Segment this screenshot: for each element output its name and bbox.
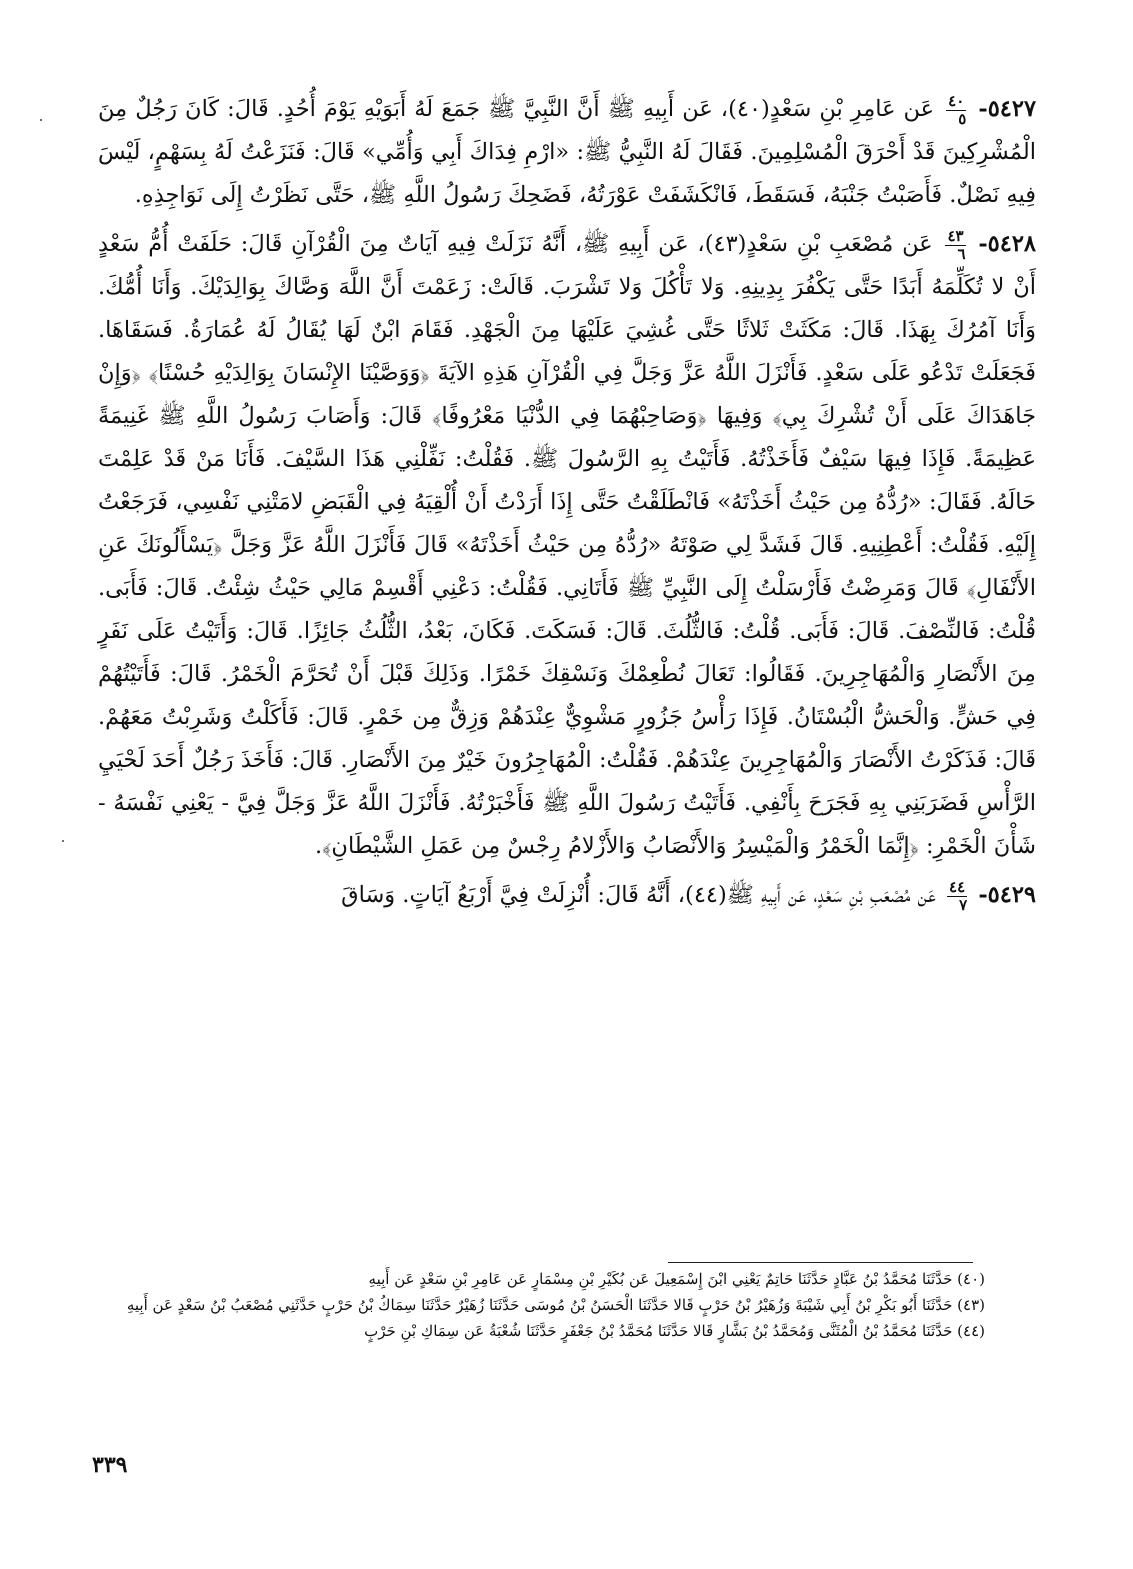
hadith-5429 (98, 874, 1036, 917)
footnote-43: (٤٣) حَدَّثَنَا أَبُو بَكْرِ بْنُ أَبِي شَيْبَةَ وَزُهَيْرُ بْنُ حَرْبٍ قَالا حَدَّثَنَا الْحَسَنُ بْنُ مُوسَى حَدَّثَنَا زُهَيْرٌ حَدَّثَنَا سِمَاكُ بْنُ حَرْبٍ حَدَّثَنِي مُصْعَبُ بْنُ سَعْدٍ عَن أَبِيهِ (126, 1296, 985, 1314)
sub-number-bottom: ٥ (958, 109, 967, 128)
hadith-sub-number (946, 91, 967, 128)
footnote-44: (٤٤) حَدَّثَنَا مُحَمَّدُ بْنُ الْمُثَنَّى وَمُحَمَّدُ بْنُ بَشَّارٍ قَالا حَدَّثَنَا مُحَمَّدُ بْنُ جَعْفَرٍ حَدَّثَنَا شُعْبَةُ عَن سِمَاكِ بْنِ حَرْبٍ (364, 1322, 985, 1340)
sub-number-top: ٤٤ (949, 877, 966, 896)
hadith-body (98, 88, 1036, 923)
margin-mark (40, 119, 42, 121)
footnotes (105, 1268, 985, 1346)
hadith-number: ٥٤٢٩- (978, 882, 1036, 908)
hadith-text: عَن مُصْعَبِ بْنِ سَعْدٍ، عَن أَبِيهِ ﷺ(٤٤)، أَنَّهُ قَالَ: أُنْزِلَتْ فِيَّ أَرْبَعُ آيَاتٍ. وَسَاقَ (341, 882, 936, 908)
sub-number-top: ٤٠ (948, 91, 965, 110)
hadith-sub-number (947, 877, 968, 914)
sub-number-bottom: ٦ (957, 244, 966, 263)
footnote-divider (668, 1262, 973, 1263)
hadith-number: ٥٤٢٧- (978, 96, 1037, 122)
hadith-sub-number (945, 226, 966, 263)
hadith-text: عَن مُصْعَبِ بْنِ سَعْدٍ(٤٣)، عَن أَبِيهِ ﷺ، أَنَّهُ نَزَلَتْ فِيهِ آيَاتٌ مِنَ الْقُرْآنِ قَالَ: حَلَفَتْ أُمُّ سَعْدٍ أَنْ لا تُكَلِّمَهُ أَبَدًا حَتَّى يَكْفُرَ بِدِينِهِ. وَلا تَأْكُلَ وَلا تَشْرَبَ. قَالَتْ: زَعَمْتَ أَنَّ اللَّهَ وَصَّاكَ بِوَالِدَيْكَ. وَأَنَا أُمُّكَ. وَأَنَا آمُرُكَ بِهَذَا. قَالَ: مَكَثَتْ ثَلاثًا حَتَّى غُشِيَ عَلَيْهَا مِنَ الْجَهْدِ. فَقَامَ ابْنٌ لَهَا يُقَالُ لَهُ عُمَارَةُ. فَسَقَاهَا. فَجَعَلَتْ تَدْعُو عَلَى سَعْدٍ. فَأَنْزَلَ اللَّهُ عَزَّ وَجَلَّ فِي الْقُرْآنِ هَذِهِ الآيَةَ ﴿وَوَصَّيْنَا الإِنْسَانَ بِوَالِدَيْهِ حُسْنًا﴾ ﴿وَإِنْ جَاهَدَاكَ عَلَى أَنْ تُشْرِكَ بِي﴾ وَفِيهَا ﴿وَصَاحِبْهُمَا فِي الدُّنْيَا مَعْرُوفًا﴾ قَالَ: وَأَصَابَ رَسُولُ اللَّهِ ﷺ غَنِيمَةً عَظِيمَةً. فَإِذَا فِيهَا سَيْفٌ فَأَخَذْتُهُ. فَأَتَيْتُ بِهِ الرَّسُولَ ﷺ. فَقُلْتُ: نَفِّلْنِي هَذَا السَّيْفَ. فَأَنَا مَنْ قَدْ عَلِمْتَ حَالَهُ. فَقَالَ: «رُدُّهُ مِن حَيْثُ أَخَذْتَهُ» فَانْطَلَقْتُ حَتَّى إِذَا أَرَدْتُ أَنْ أُلْقِيَهُ فِي الْقَبَضِ لامَتْنِي نَفْسِي، فَرَجَعْتُ إِلَيْهِ. فَقُلْتُ: أَعْطِنِيهِ. قَالَ فَشَدَّ لِي صَوْتَهُ «رُدُّهُ مِن حَيْثُ أَخَذْتَهُ» قَالَ فَأَنْزَلَ اللَّهُ عَزَّ وَجَلَّ ﴿يَسْأَلُونَكَ عَنِ الأَنْفَالِ﴾ قَالَ وَمَرِضْتُ فَأَرْسَلْتُ إِلَى النَّبِيِّ ﷺ فَأَتَانِي. فَقُلْتُ: دَعْنِي أَقْسِمْ مَالِي حَيْثُ شِئْتُ. قَالَ: فَأَبَى. قُلْتُ: فَالنِّصْفَ. قَالَ: فَأَبَى. قُلْتُ: فَالثُّلُثَ. قَالَ: فَسَكَتَ. فَكَانَ، بَعْدُ، الثُّلُثُ جَائِزًا. قَالَ: وَأَتَيْتُ عَلَى نَفَرٍ مِنَ الأَنْصَارِ وَالْمُهَاجِرِينَ. فَقَالُوا: تَعَالَ نُطْعِمْكَ وَنَسْقِكَ خَمْرًا. وَذَلِكَ قَبْلَ أَنْ تُحَرَّمَ الْخَمْرُ. قَالَ: فَأَتَيْتُهُمْ فِي حَشٍّ. وَالْحَشُّ الْبُسْتَانُ. فَإِذَا رَأْسُ جَزُورٍ مَشْوِيٌّ عِنْدَهُمْ وَزِقٌّ مِن خَمْرٍ. قَالَ: فَأَكَلْتُ وَشَرِبْتُ مَعَهُمْ. قَالَ: فَذَكَرْتُ الأَنْصَارَ وَالْمُهَاجِرِينَ عِنْدَهُمْ. فَقُلْتُ: الْمُهَاجِرُونَ خَيْرٌ مِنَ الأَنْصَارِ. قَالَ: فَأَخَذَ رَجُلٌ أَحَدَ لَحْيَيِ الرَّأْسِ فَضَرَبَنِي بِهِ فَجَرَحَ بِأَنْفِي. فَأَتَيْتُ رَسُولَ اللَّهِ ﷺ فَأَخْبَرْتُهُ. فَأَنْزَلَ اللَّهُ عَزَّ وَجَلَّ فِيَّ - يَعْنِي نَفْسَهُ - شَأْنَ الْخَمْرِ: ﴿إِنَّمَا الْخَمْرُ وَالْمَيْسِرُ وَالأَنْصَابُ وَالأَزْلامُ رِجْسٌ مِن عَمَلِ الشَّيْطَانِ﴾. (98, 231, 1036, 859)
hadith-number: ٥٤٢٨- (978, 231, 1037, 257)
hadith-5428 (98, 223, 1036, 868)
sub-number-top: ٤٣ (947, 226, 964, 245)
hadith-text: عَن عَامِرِ بْنِ سَعْدٍ(٤٠)، عَن أَبِيهِ ﷺ أَنَّ النَّبِيَّ ﷺ جَمَعَ لَهُ أَبَوَيْهِ يَوْمَ أُحُدٍ. قَالَ: كَانَ رَجُلٌ مِنَ الْمُشْرِكِينَ قَدْ أَحْرَقَ الْمُسْلِمِينَ. فَقَالَ لَهُ النَّبِيُّ ﷺ: «ارْمِ فِدَاكَ أَبِي وَأُمِّي» قَالَ: فَنَزَعْتُ لَهُ بِسَهْمٍ، لَيْسَ فِيهِ نَصْلٌ. فَأَصَبْتُ جَنْبَهُ، فَسَقَطَ، فَانْكَشَفَتْ عَوْرَتُهُ، فَضَحِكَ رَسُولُ اللَّهِ ﷺ، حَتَّى نَظَرْتُ إِلَى نَوَاجِذِهِ. (98, 96, 1036, 208)
margin-mark (62, 840, 64, 842)
footnote-40: (٤٠) حَدَّثَنَا مُحَمَّدُ بْنُ عَبَّادٍ حَدَّثَنَا حَاتِمٌ يَعْنِي ابْنَ إِسْمَعِيلَ عَن بُكَيْرِ بْنِ مِسْمَارٍ عَن عَامِرِ بْنِ سَعْدٍ عَن أَبِيهِ (368, 1270, 985, 1288)
hadith-5427 (98, 88, 1036, 217)
sub-number-bottom: ٧ (959, 895, 968, 914)
page-number: ٣٣٩ (92, 1452, 128, 1478)
